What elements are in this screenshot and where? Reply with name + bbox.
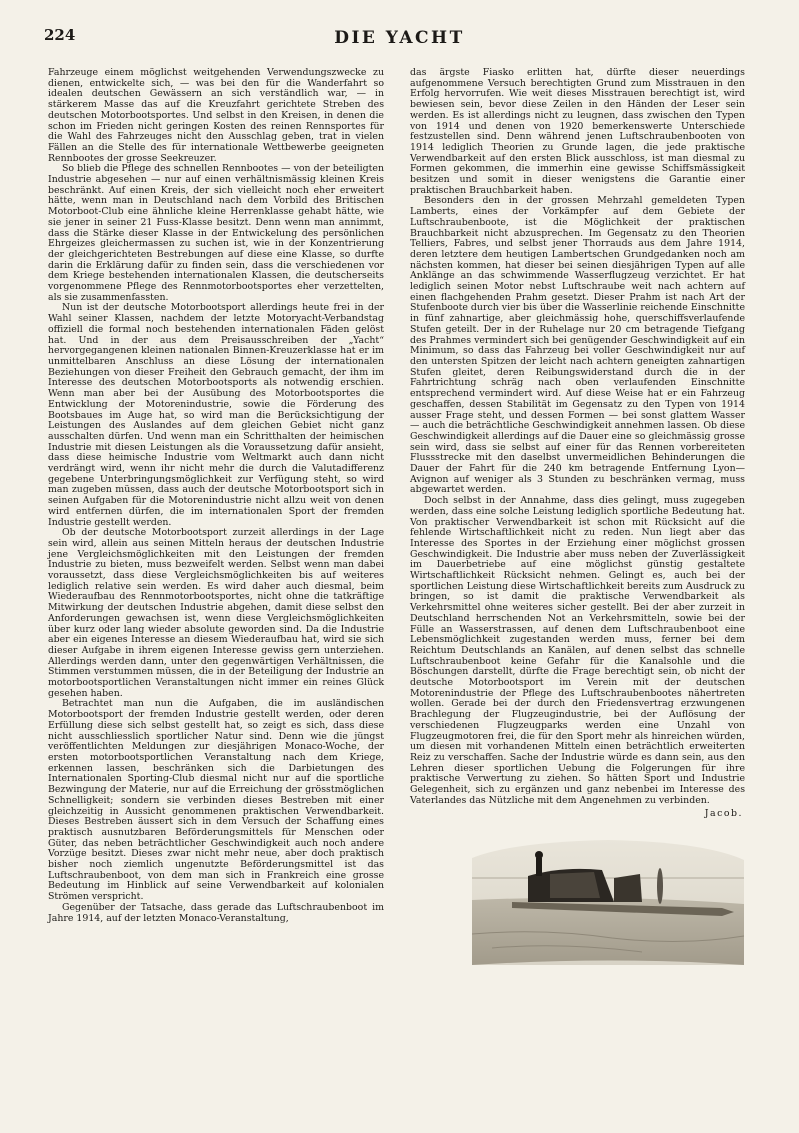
- paragraph: das ärgste Fiasko erlitten hat, dürfte dieser neuerdings aufgenommene Versuch berechtigten Grund zum Misstrauen in den Erfolg hervorrufen. Wie weit dieses Misstrauen berechtigt ist, wird bewiesen sein, bevor diese Zeilen in den Händen der Leser sein werden. Es ist allerdings nicht zu leugnen, dass zwischen den Typen von 1914 und denen von 1920 bemerkenswerte Unterschiede festzustellen sind. Denn während jenen Luftschraubenbooten von 1914 lediglich Theorien zu Grunde lagen, die jede praktische Verwendbarkeit auf den ersten Blick ausschloss, ist man diesmal zu Formen gekommen, die immerhin eine gewisse Schiffsmässigkeit besitzen und somit in dieser wenigstens die Garantie einer praktischen Brauchbarkeit haben.: [410, 67, 745, 196]
- paragraph: Doch selbst in der Annahme, dass dies gelingt, muss zugegeben werden, dass eine solche Leistung lediglich sportliche Bedeutung hat. Von praktischer Verwendbarkeit ist schon mit Rücksicht auf die fehlende Wirtschaftlichkeit nicht zu reden. Nun liegt aber das Interesse des Sportes in der Erziehung einer möglichst grossen Geschwindigkeit. Die Industrie aber muss neben der Zuverlässigkeit im Dauerbetriebe auf eine möglichst günstig gestaltete Wirtschaftlichkeit Rücksicht nehmen. Gelingt es, auch bei der sportlichen Leistung diese Wirtschaftlichkeit bereits zum Ausdruck zu bringen, so ist damit die praktische Verwendbarkeit als Verkehrsmittel ohne weiteres sicher gestellt. Bei der aber zurzeit in Deutschland herrschenden Not an Verkehrsmitteln, sowie bei der Fülle an Wasserstrassen, auf denen dem Luftschraubenboot eine Lebensmöglichkeit zugestanden werden muss, ferner bei dem Reichtum Deutschlands an Kanälen, auf denen selbst das schnelle Luftschraubenboot keine Gefahr für die Kanalsohle und die Böschungen darstellt, dürfte die Frage berechtigt sein, ob nicht der deutsche Motorbootsport im Verein mit der deutschen Motorenindustrie der Pflege des Luftschraubenbootes nähertreten wollen. Gerade bei der durch den Friedensvertrag erzwungenen Brachlegung der Flugzeugindustrie, bei der Auflösung der verschiedenen Flugzeugparks werden eine Unzahl von Flugzeugmotoren frei, die für den Sport mehr als hinreichen würden, um diesen mit vorhandenen Mitteln einen beträchtlich erweiterten Reiz zu verschaffen. Sache der Industrie würde es dann sein, aus den Lehren dieser sportlichen Uebung die Folgerungen für ihre praktische Verwertung zu ziehen. So hätten Sport und Industrie Gelegenheit, sich zu ergänzen und ganz nebenbei im Interesse des Vaterlandes das Nützliche mit dem Angenehmen zu verbinden.: [410, 495, 745, 806]
- paragraph: Gegenüber der Tatsache, dass gerade das Luftschraubenboot im Jahre 1914, auf der letzten Monaco-Veranstaltung,: [48, 901, 384, 924]
- boat-photo: [472, 838, 744, 965]
- author-signature: Jacob.: [704, 807, 743, 819]
- paragraph: Betrachtet man nun die Aufgaben, die im ausländischen Motorbootsport der fremden Industrie gestellt werden, oder deren Erfüllung diese sich selbst gestellt hat, so zeigt es sich, dass diese nicht ausschliesslich sportlicher Natur sind. Denn wie die jüngst veröffentlichten Meldungen zur diesjährigen Monaco-Woche, der ersten motorbootsportlichen Veranstaltung nach dem Kriege, erkennen lassen, beschränken sich die Darbietungen des Internationalen Sporting-Club diesmal nicht nur auf die sportliche Bezwingung der Materie, nur auf die Erreichung der grösstmöglichen Schnelligkeit; sondern sie verbinden dieses Bestreben mit einer gleichzeitig in Aussicht genommenen praktischen Verwendbarkeit. Dieses Bestreben äussert sich in dem Versuch der Schaffung eines praktisch ausnutzbaren Beförderungsmittels für Menschen oder Güter, das neben beträchtlicher Geschwindigkeit auch noch andere Vorzüge besitzt. Dieses zwar nicht mehr neue, aber doch praktisch bisher noch ziemlich ungenutzte Beförderungsmittel ist das Luftschraubenboot, von dem man sich in Frankreich eine grosse Bedeutung im Hinblick auf seine Verwendbarkeit auf kolonialen Strömen verspricht.: [48, 698, 384, 903]
- magazine-title: DIE YACHT: [334, 28, 465, 48]
- paragraph: Fahrzeuge einem möglichst weitgehenden Verwendungszwecke zu dienen, entwickelte sich, — was bei den für die Wanderfahrt so idealen deutschen Gewässern an sich verständlich war, — in stärkerem Masse das auf die Kreuzfahrt gerichtete Streben des deutschen Motorbootsportes. Und selbst in den Kreisen, in denen die schon im Frieden nicht geringen Kosten des reinen Rennsportes für die Wahl des Fahrzeuges nicht den Ausschlag geben, trat in vielen Fällen an die Stelle des für internationale Wettbewerbe geeigneten Rennbootes der grosse Seekreuzer.: [48, 67, 384, 164]
- left-column: [48, 68, 384, 924]
- paragraph: Nun ist der deutsche Motorbootsport allerdings heute frei in der Wahl seiner Klassen, nachdem der letzte Motoryacht-Verbandstag offiziell die formal noch bestehenden internationalen Fäden gelöst hat. Und in der aus dem Preisausschreiben der „Yacht“ hervorgegangenen kleinen nationalen Binnen-Kreuzerklasse hat er im unmittelbaren Anschluss an diese Lösung der internationalen Beziehungen von dieser Freiheit den Gebrauch gemacht, der ihm im Interesse des deutschen Motorbootsports als notwendig erschien. Wenn man aber bei der Ausübung des Motorbootsportes die Entwicklung der Motorenindustrie, sowie die Förderung des Bootsbaues im Auge hat, so wird man die Berücksichtigung der Leistungen des Auslandes auf dem gleichen Gebiet nicht ganz ausschalten dürfen. Und wenn man ein Schritthalten der heimischen Industrie mit diesen Leistungen als die Voraussetzung dafür ansieht, dass diese heimische Industrie vom Weltmarkt auch dann nicht verdrängt wird, wenn ihr nicht mehr die durch die Valutadifferenz gegebene Unterbringungsmöglichkeit zur Verfügung steht, so wird man zugeben müssen, dass auch der deutsche Motorbootsport sich in seinen Aufgaben für die Motorenindustrie nicht allzu weit von denen wird entfernen dürfen, die im internationalen Sport der fremden Industrie gestellt werden.: [48, 302, 384, 528]
- page-number: 224: [44, 26, 76, 44]
- paragraph: So blieb die Pflege des schnellen Rennbootes — von der beteiligten Industrie abgesehen — nur auf einen verhältnismässig kleinen Kreis beschränkt. Auf einen Kreis, der sich vielleicht noch eher erweitert hätte, wenn man in Deutschland nach dem Vorbild des Britischen Motorboot-Club eine ähnliche kleine Herrenklasse gehabt hätte, wie sie jener in seiner 21 Fuss-Klasse besitzt. Denn wenn man annimmt, dass die Stärke dieser Klasse in der Entwickelung des persönlichen Ehrgeizes gleichermassen zu suchen ist, wie in der Konzentrierung der gleichgerichteten Bestrebungen auf diese eine Klasse, so durfte darin die Erklärung dafür zu finden sein, dass die verschiedenen vor dem Kriege bestehenden internationalen Klassen, die deutscherseits vorgenommene Pflege des Rennmotorbootsportes eher verzettelten, als sie zusammenfassten.: [48, 163, 384, 303]
- right-column: [410, 68, 745, 819]
- paragraph: Besonders den in der grossen Mehrzahl gemeldeten Typen Lamberts, eines der Vorkämpfer auf dem Gebiete der Luftschraubenboote, ist die Möglichkeit der praktischen Brauchbarkeit nicht abzusprechen. Im Gegensatz zu den Theorien Telliers, Fabres, und selbst jener Thorrauds aus dem Jahre 1914, deren letztere dem heutigen Lambertschen Grundgedanken noch am nächsten kommen, hat dieser bei seinen diesjährigen Typen auf alle Anklänge an das schwimmende Wasserflugzeug verzichtet. Er hat lediglich seinen Motor nebst Luftschraube weit nach achtern auf einen flachgehenden Prahm gesetzt. Dieser Prahm ist nach Art der Stufenboote durch vier bis über die Wasserlinie reichende Einschnitte in fünf zahnartige, aber gleichmässig hohe, querschiffsverlaufende Stufen geteilt. Der in der Ruhelage nur 20 cm betragende Tiefgang des Prahmes vermindert sich bei genügender Geschwindigkeit auf ein Minimum, so dass das Fahrzeug bei voller Geschwindigkeit nur auf den untersten Spitzen der leicht nach achtern geneigten zahnartigen Stufen gleitet, deren Reibungswiderstand durch die in der Fahrtrichtung schräg nach oben verlaufenden Einschnitte entsprechend vermindert wird. Auf diese Weise hat er ein Fahrzeug geschaffen, dessen Stabilität im Gegensatz zu den Typen von 1914 ausser Frage steht, und dessen Formen — bei sonst glattem Wasser — auch die beträchtliche Geschwindigkeit annehmen lassen. Ob diese Geschwindigkeit allerdings auf die Dauer eine so gleichmässig grosse sein wird, dass sie selbst auf einer für das Rennen vorbereiteten Flussstrecke mit den daselbst unvermeidlichen Behinderungen die Dauer der Fahrt für die 240 km betragende Entfernung Lyon—Avignon auf weniger als 3 Stunden zu beschränken vermag, muss abgewartet werden.: [410, 195, 745, 496]
- paragraph: Ob der deutsche Motorbootsport zurzeit allerdings in der Lage sein wird, allein aus seinen Mitteln heraus der deutschen Industrie jene Vergleichsmöglichkeiten mit den Leistungen der fremden Industrie zu bieten, muss bezweifelt werden. Selbst wenn man dabei voraussetzt, dass diese Vergleichsmöglichkeiten bis auf weiteres lediglich relative sein werden. Es wird daher auch diesmal, beim Wiederaufbau des Rennmotorbootsportes, nicht ohne die tatkräftige Mitwirkung der deutschen Industrie abgehen, damit diese selbst den Anforderungen gewachsen ist, wenn diese Vergleichsmöglichkeiten über kurz oder lang wieder absolute geworden sind. Da die Industrie aber ein eigenes Interesse an diesem Wiederaufbau hat, wird sie sich dieser Aufgabe in ihrem eigenen Interesse gewiss gern unterziehen. Allerdings werden dann, unter den gegenwärtigen Verhältnissen, die Stimmen verstummen müssen, die in der Beteiligung der Industrie an motorbootsportlichen Veranstaltungen nicht immer ein reines Glück gesehen haben.: [48, 527, 384, 699]
